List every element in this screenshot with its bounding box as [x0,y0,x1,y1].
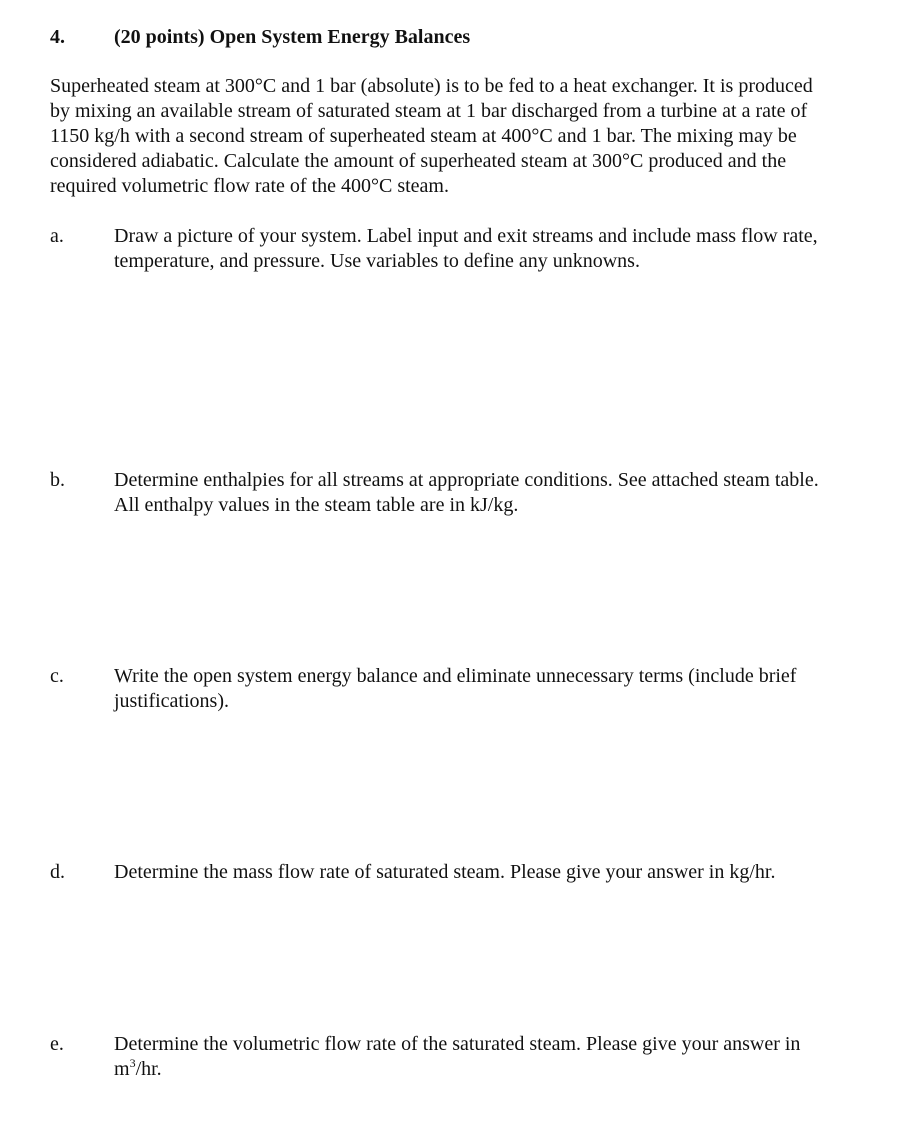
problem-line: by mixing an available stream of saturated steam at 1 bar discharged from a turbine at a rate of [50,100,808,122]
question-title: (20 points) Open System Energy Balances [114,26,471,48]
part-line: Determine the mass flow rate of saturated steam. Please give your answer in kg/hr. [114,861,776,883]
unit-exponent: 3 [129,1056,136,1070]
part-line: justifications). [114,690,229,712]
part-text [114,860,894,885]
problem-line: considered adiabatic. Calculate the amount of superheated steam at 300°C produced and the [50,150,787,172]
part-label: a. [50,225,64,247]
part-text [114,468,894,518]
part-label: e. [50,1033,64,1055]
problem-statement [50,74,880,199]
part-label: b. [50,469,65,491]
question-number: 4. [50,26,65,48]
unit-tail: /hr. [135,1058,162,1080]
problem-line: 1150 kg/h with a second stream of superheated steam at 400°C and 1 bar. The mixing may be [50,125,797,147]
part-label: c. [50,665,64,687]
part-text [114,664,894,714]
part-line: All enthalpy values in the steam table are in kJ/kg. [114,494,519,516]
part-line: Determine enthalpies for all streams at appropriate conditions. See attached steam table. [114,469,819,491]
part-text [114,1032,894,1082]
part-line: Determine the volumetric flow rate of the saturated steam. Please give your answer in [114,1033,801,1055]
unit-base: m [114,1058,130,1080]
part-line: Write the open system energy balance and eliminate unnecessary terms (include brief [114,665,797,687]
part-text [114,224,894,274]
part-line: temperature, and pressure. Use variables to define any unknowns. [114,250,640,272]
problem-line: required volumetric flow rate of the 400°C steam. [50,175,449,197]
part-label: d. [50,861,65,883]
part-line [114,1057,894,1082]
part-line: Draw a picture of your system. Label input and exit streams and include mass flow rate, [114,225,818,247]
problem-line: Superheated steam at 300°C and 1 bar (absolute) is to be fed to a heat exchanger. It is produced [50,75,813,97]
